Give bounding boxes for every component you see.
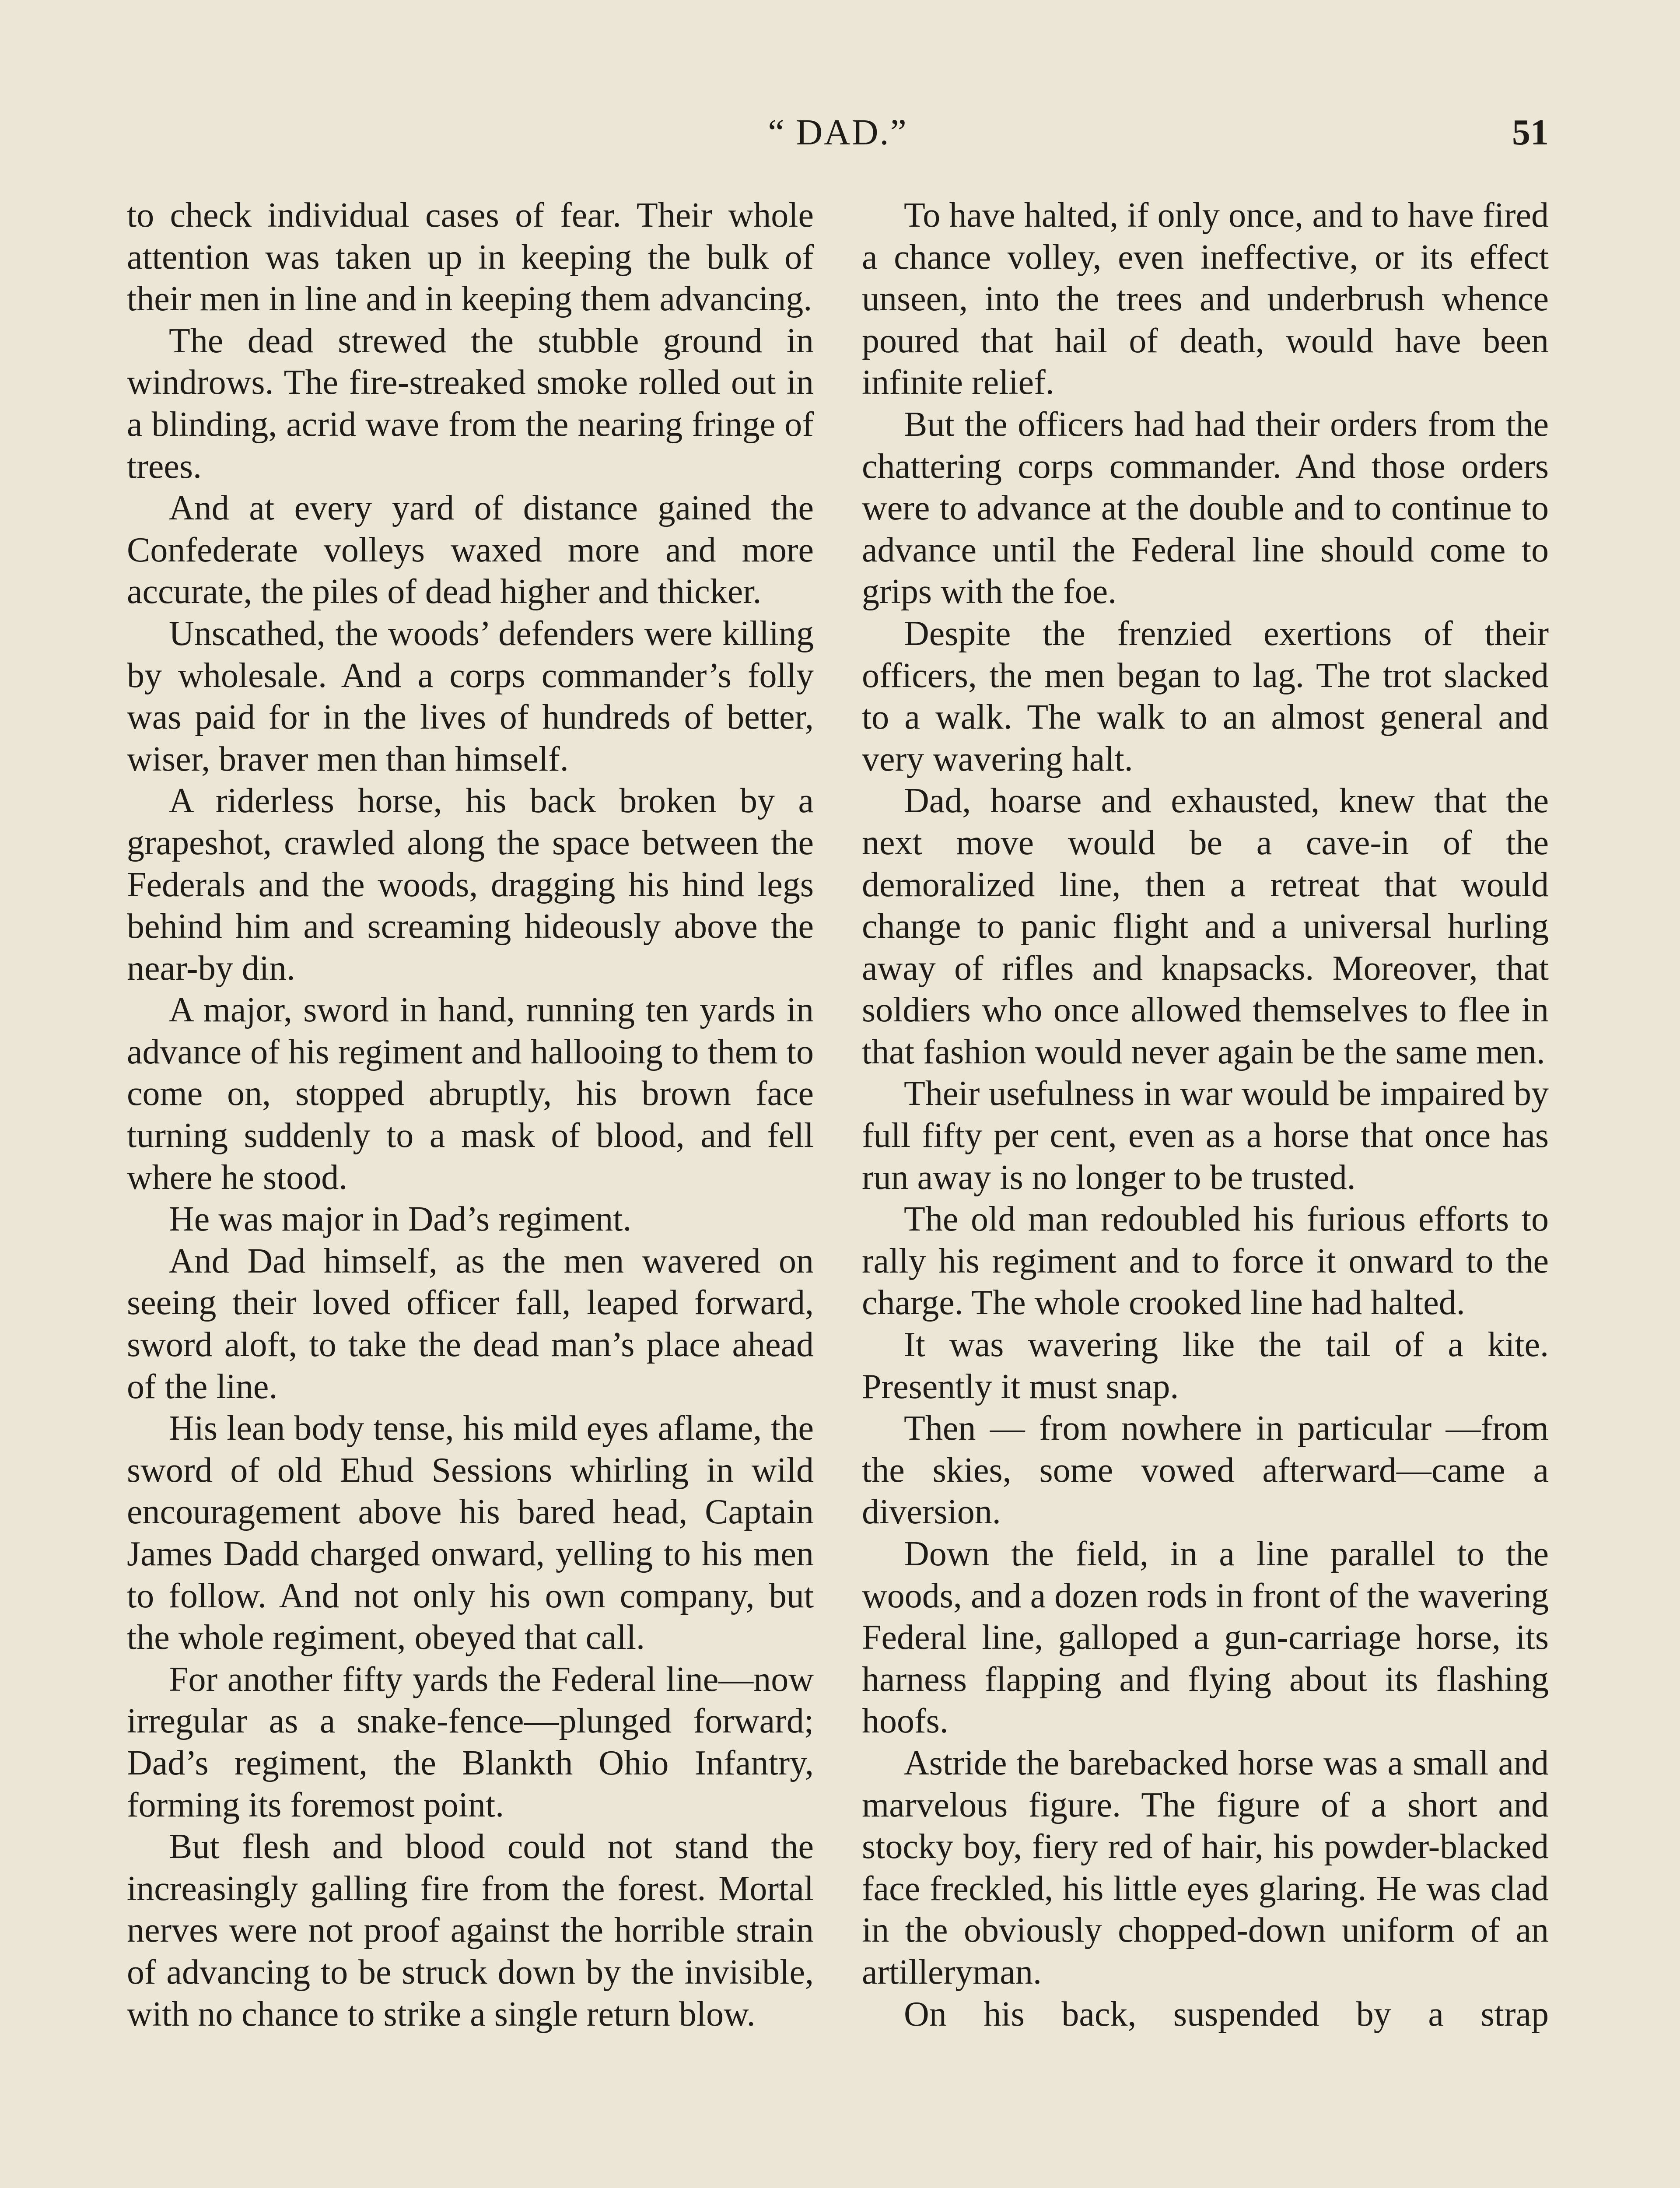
paragraph: For another fifty yards the Federal line—now irregular as a snake-fence—plunged forward; Dad’s regiment, the Blankth Ohio Infantry, forming its foremost point. xyxy=(127,1660,814,1824)
paragraph: Dad, hoarse and exhausted, knew that the next move would be a cave-in of the demoralized line, then a retreat that would change to panic flight and a universal hurling away of rifles and knapsacks. Moreover, that soldiers who once allowed themselves to flee in that fashion would never again be the same men. xyxy=(862,782,1549,1071)
paragraph: Despite the frenzied exertions of their officers, the men began to lag. The trot slacked to a walk. The walk to an almost general and very wavering halt. xyxy=(862,614,1549,778)
page-number: 51 xyxy=(1512,112,1549,153)
paragraph: Astride the barebacked horse was a small and marvelous figure. The figure of a short and stocky boy, fiery red of hair, his powder-blacked face freckled, his little eyes glaring. He was clad in the obviously chopped-down uniform of an artilleryman. xyxy=(862,1743,1549,1992)
paragraph: Their usefulness in war would be impaired by full fifty per cent, even as a horse that once has run away is no longer to be trusted. xyxy=(862,1074,1549,1197)
right-column xyxy=(862,195,1549,2035)
paragraph: It was wavering like the tail of a kite. Presently it must snap. xyxy=(862,1325,1549,1406)
paragraph: Then — from nowhere in particular —from the skies, some vowed afterward—came a diversion. xyxy=(862,1409,1549,1532)
paragraph: His lean body tense, his mild eyes aflame, the sword of old Ehud Sessions whirling in wild encouragement above his bared head, Captain James Dadd charged onward, yelling to his men to follow. And not only his own company, but the whole regiment, obeyed that call. xyxy=(127,1409,814,1657)
running-title: “ DAD.” xyxy=(768,112,908,153)
paragraph: And at every yard of distance gained the Confederate volleys waxed more and more accurate, the piles of dead higher and thicker. xyxy=(127,489,814,611)
paragraph: A riderless horse, his back broken by a grapeshot, crawled along the space between the Federals and the woods, dragging his hind legs behind him and screaming hideously above the near-by din. xyxy=(127,782,814,988)
left-column xyxy=(127,195,814,2035)
paragraph: Unscathed, the woods’ defenders were killing by wholesale. And a corps commander’s folly was paid for in the lives of hundreds of better, wiser, braver men than himself. xyxy=(127,614,814,778)
paragraph: The old man redoubled his furious efforts to rally his regiment and to force it onward to the charge. The whole crooked line had halted. xyxy=(862,1200,1549,1322)
paragraph: On his back, suspended by a strap xyxy=(904,1995,1549,2034)
paragraph: But the officers had had their orders from the chattering corps commander. And those orders were to advance at the double and to continue to advance until the Federal line should come to grips with the foe. xyxy=(862,405,1549,611)
paragraph: But flesh and blood could not stand the increasingly galling fire from the forest. Mortal nerves were not proof against the horrible strain of advancing to be struck down by the invisible, with no chance to strike a single return blow. xyxy=(127,1827,814,2034)
paragraph: He was major in Dad’s regiment. xyxy=(169,1200,632,1239)
paragraph: to check individual cases of fear. Their whole attention was taken up in keeping the bulk of their men in line and in keeping them advancing. xyxy=(127,196,814,319)
paragraph: The dead strewed the stubble ground in windrows. The fire-streaked smoke rolled out in a blinding, acrid wave from the nearing fringe of trees. xyxy=(127,321,814,486)
paragraph: And Dad himself, as the men wavered on seeing their loved officer fall, leaped forward, sword aloft, to take the dead man’s place ahead of the line. xyxy=(127,1241,814,1406)
paragraph: Down the field, in a line parallel to the woods, and a dozen rods in front of the wavering Federal line, galloped a gun-carriage horse, its harness flapping and flying about its flashing hoofs. xyxy=(862,1535,1549,1741)
paragraph: A major, sword in hand, running ten yards in advance of his regiment and hallooing to them to come on, stopped abruptly, his brown face turning suddenly to a mask of blood, and fell where he stood. xyxy=(127,991,814,1197)
page-header xyxy=(127,109,1549,157)
paragraph: To have halted, if only once, and to have fired a chance volley, even ineffective, or its effect unseen, into the trees and underbrush whence poured that hail of death, would have been infinite relief. xyxy=(862,196,1549,402)
